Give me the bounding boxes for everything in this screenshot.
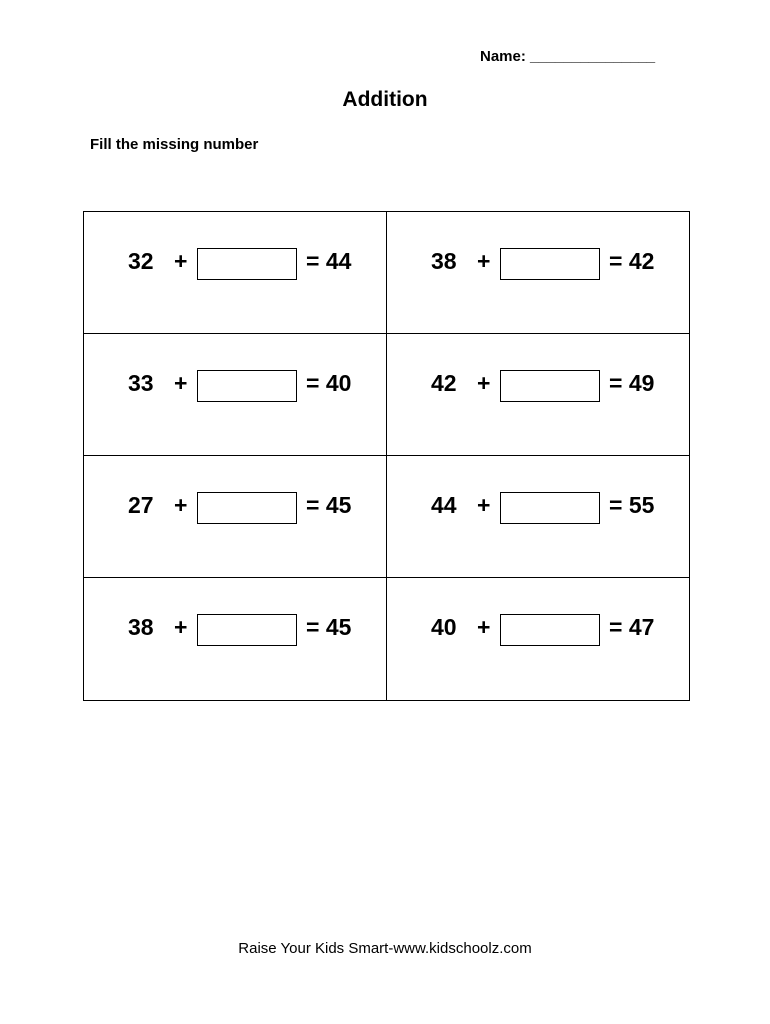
problem-cell bbox=[84, 578, 387, 700]
answer-box[interactable] bbox=[197, 248, 297, 280]
problem-cell bbox=[84, 334, 387, 456]
name-field-label: Name: _______________ bbox=[480, 48, 656, 65]
sum: = 42 bbox=[609, 248, 655, 274]
footer-credit: Raise Your Kids Smart-www.kidschoolz.com bbox=[238, 940, 532, 957]
plus-sign: + bbox=[477, 492, 491, 518]
sum: = 45 bbox=[306, 614, 352, 640]
plus-sign: + bbox=[174, 248, 188, 274]
sum: = 49 bbox=[609, 370, 655, 396]
addend: 38 bbox=[431, 248, 457, 274]
problem-cell bbox=[84, 456, 387, 578]
plus-sign: + bbox=[174, 492, 188, 518]
answer-box[interactable] bbox=[500, 248, 600, 280]
plus-sign: + bbox=[477, 248, 491, 274]
addend: 32 bbox=[128, 248, 154, 274]
answer-box[interactable] bbox=[197, 614, 297, 646]
sum: = 44 bbox=[306, 248, 352, 274]
problem-grid bbox=[83, 211, 690, 701]
answer-box[interactable] bbox=[197, 492, 297, 524]
sum: = 55 bbox=[609, 492, 655, 518]
plus-sign: + bbox=[477, 614, 491, 640]
answer-box[interactable] bbox=[500, 614, 600, 646]
answer-box[interactable] bbox=[197, 370, 297, 402]
addend: 40 bbox=[431, 614, 457, 640]
addend: 38 bbox=[128, 614, 154, 640]
problem-cell bbox=[387, 212, 689, 334]
problem-cell bbox=[387, 456, 689, 578]
sum: = 47 bbox=[609, 614, 655, 640]
problem-cell bbox=[84, 212, 387, 334]
plus-sign: + bbox=[477, 370, 491, 396]
plus-sign: + bbox=[174, 370, 188, 396]
sum: = 45 bbox=[306, 492, 352, 518]
instruction-text: Fill the missing number bbox=[90, 136, 259, 153]
worksheet-title: Addition bbox=[342, 88, 428, 111]
sum: = 40 bbox=[306, 370, 352, 396]
addend: 27 bbox=[128, 492, 154, 518]
addend: 44 bbox=[431, 492, 457, 518]
answer-box[interactable] bbox=[500, 370, 600, 402]
problem-cell bbox=[387, 578, 689, 700]
problem-cell bbox=[387, 334, 689, 456]
addend: 33 bbox=[128, 370, 154, 396]
plus-sign: + bbox=[174, 614, 188, 640]
answer-box[interactable] bbox=[500, 492, 600, 524]
addend: 42 bbox=[431, 370, 457, 396]
